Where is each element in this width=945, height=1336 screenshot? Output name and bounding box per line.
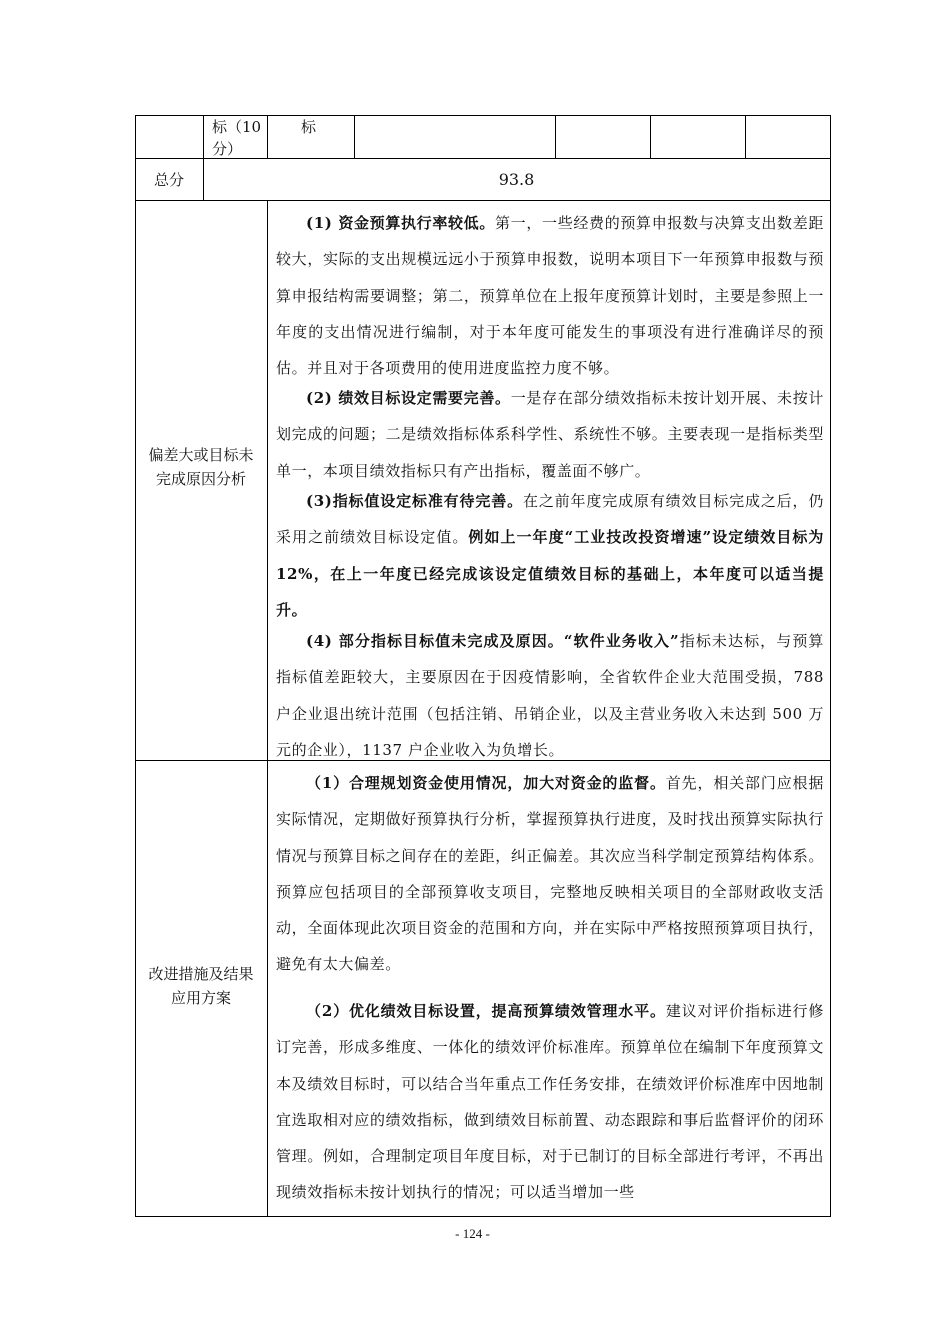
paragraph-heading: （1）合理规划资金使用情况，加大对资金的监督。: [306, 774, 666, 792]
paragraph-body: 一是存在部分绩效指标未按计划开展、未按计划完成的问题；二是绩效指标体系科学性、系统性不够。主要表现一是指标类型单一，本项目绩效指标只有产出指标，覆盖面不够广。: [276, 389, 824, 480]
section-label-deviation-analysis: 偏差大或目标未完成原因分析: [148, 446, 254, 488]
paragraph-fund-execution: [276, 205, 824, 386]
total-label: 总分: [153, 171, 184, 189]
page-number: - 124 -: [455, 1226, 490, 1241]
paragraph-heading: (4) 部分指标目标值未完成及原因。“软件业务收入”: [306, 632, 680, 650]
paragraph-heading: (1) 资金预算执行率较低。: [306, 214, 496, 232]
paragraph-body: 建议对评价指标进行修订完善，形成多维度、一体化的绩效评价标准库。预算单位在编制下年度预算文本及绩效目标时，可以结合当年重点工作任务安排，在绩效评价标准库中因地制宜选取相对应的绩效指标，做到绩效目标前置、动态跟踪和事后监督评价的闭环管理。例如，合理制定项目年度目标，对于已制订的目标全部进行考评，不再出现绩效指标未按计划执行的情况；可以适当增加一些: [276, 1002, 824, 1202]
paragraph-body: 在之前年度完成原有绩效目标完成之后，仍采用之前绩效目标设定值。: [276, 492, 824, 547]
table-rule: [745, 115, 746, 159]
paragraph-fund-planning: [276, 765, 824, 983]
paragraph-optimize-goals: [276, 993, 824, 1211]
table-border-left: [135, 115, 136, 1217]
paragraph-unfinished-indicators: [276, 623, 824, 768]
table-rule: [650, 115, 651, 159]
table-rule: [267, 200, 268, 1217]
paragraph-body: 首先，相关部门应根据实际情况，定期做好预算执行分析，掌握预算执行进度，及时找出预算实际执行情况与预算目标之间存在的差距，纠正偏差。其次应当科学制定预算结构体系。预算应包括项目的全部预算收支项目，完整地反映相关项目的全部财政收支活动，全面体现此次项目资金的范围和方向，并在实际中严格按照预算项目执行，避免有太大偏差。: [276, 774, 824, 974]
paragraph-goal-setting: [276, 380, 824, 489]
paragraph-body: 指标未达标，与预算指标值差距较大，主要原因在于因疫情影响，全省软件企业大范围受损，788 户企业退出统计范围（包括注销、吊销企业，以及主营业务收入未达到 500 万元的企业），1137 户企业收入为负增长。: [276, 632, 825, 759]
table-border-right: [830, 115, 831, 1217]
indicator-name-cell-2: 标: [301, 118, 317, 136]
table-rule: [555, 115, 556, 159]
total-value: 93.8: [498, 170, 535, 189]
paragraph-emphasis: 例如上一年度“工业技改投资增速”设定绩效目标为 12%，在上一年度已经完成该设定值绩效目标的基础上，本年度可以适当提升。: [276, 528, 824, 619]
table-rule: [135, 200, 831, 201]
indicator-name-cell: 标（10分）: [212, 118, 262, 158]
section-label-improvement: 改进措施及结果应用方案: [148, 965, 254, 1007]
table-rule: [267, 115, 268, 159]
paragraph-heading: （2）优化绩效目标设置，提高预算绩效管理水平。: [306, 1002, 666, 1020]
paragraph-body: 第一，一些经费的预算申报数与决算支出数差距较大，实际的支出规模远远小于预算申报数，说明本项目下一年预算申报数与预算申报结构需要调整；第二，预算单位在上报年度预算计划时，主要是参照上一年度的支出情况进行编制，对于本年度可能发生的事项没有进行准确详尽的预估。并且对于各项费用的使用进度监控力度不够。: [276, 214, 824, 378]
table-border-bottom: [135, 1216, 831, 1217]
paragraph-indicator-value: [276, 483, 824, 628]
paragraph-heading: (2) 绩效目标设定需要完善。: [306, 389, 511, 407]
table-rule: [354, 115, 355, 159]
paragraph-heading: (3)指标值设定标准有待完善。: [306, 492, 523, 510]
